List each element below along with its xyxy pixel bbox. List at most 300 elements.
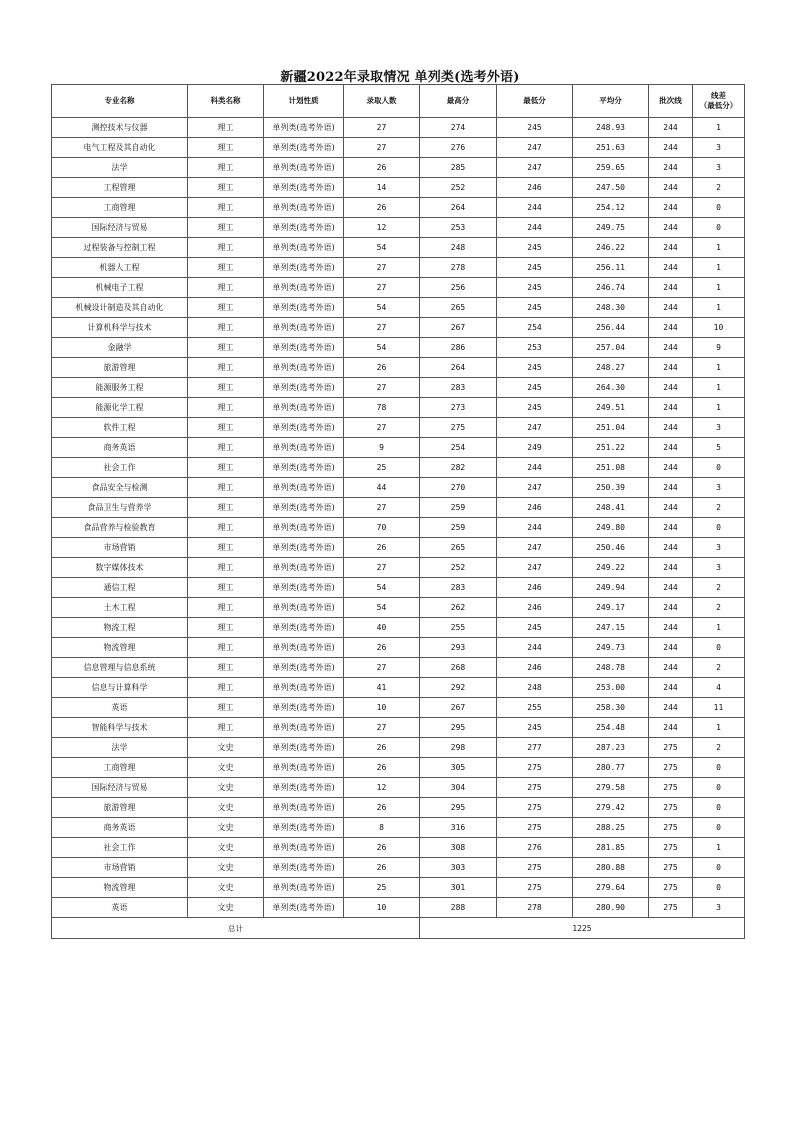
- cell-diff: 3: [693, 538, 745, 558]
- cell-diff: 0: [693, 778, 745, 798]
- cell-max: 248: [420, 238, 497, 258]
- table-row: [52, 398, 745, 418]
- cell-major: 能源服务工程: [52, 378, 188, 398]
- cell-major: 计算机科学与技术: [52, 318, 188, 338]
- table-row: [52, 178, 745, 198]
- cell-batch: 244: [649, 478, 693, 498]
- cell-plan: 单列类(选考外语): [264, 418, 344, 438]
- cell-max: 252: [420, 178, 497, 198]
- cell-batch: 244: [649, 338, 693, 358]
- cell-diff: 3: [693, 138, 745, 158]
- table-row: [52, 578, 745, 598]
- admission-table: [51, 84, 745, 939]
- cell-diff: 1: [693, 378, 745, 398]
- cell-diff: 9: [693, 338, 745, 358]
- cell-category: 理工: [188, 158, 264, 178]
- cell-plan: 单列类(选考外语): [264, 598, 344, 618]
- table-row: [52, 778, 745, 798]
- table-row: [52, 798, 745, 818]
- cell-min: 244: [497, 458, 573, 478]
- table-row: [52, 318, 745, 338]
- cell-min: 244: [497, 638, 573, 658]
- cell-min: 246: [497, 578, 573, 598]
- table-row: [52, 498, 745, 518]
- cell-admitted: 27: [344, 498, 420, 518]
- cell-avg: 247.50: [573, 178, 649, 198]
- cell-min: 244: [497, 198, 573, 218]
- cell-batch: 244: [649, 118, 693, 138]
- page-title: 新疆2022年录取情况 单列类(选考外语): [280, 70, 520, 85]
- cell-plan: 单列类(选考外语): [264, 398, 344, 418]
- cell-max: 295: [420, 798, 497, 818]
- cell-diff: 2: [693, 578, 745, 598]
- cell-diff: 3: [693, 558, 745, 578]
- cell-diff: 0: [693, 858, 745, 878]
- cell-admitted: 26: [344, 838, 420, 858]
- cell-batch: 244: [649, 218, 693, 238]
- cell-min: 245: [497, 398, 573, 418]
- cell-diff: 0: [693, 458, 745, 478]
- cell-major: 商务英语: [52, 818, 188, 838]
- cell-batch: 275: [649, 898, 693, 918]
- cell-major: 工商管理: [52, 198, 188, 218]
- cell-avg: 254.12: [573, 198, 649, 218]
- table-row: [52, 638, 745, 658]
- cell-category: 理工: [188, 438, 264, 458]
- cell-category: 理工: [188, 418, 264, 438]
- cell-major: 土木工程: [52, 598, 188, 618]
- cell-min: 276: [497, 838, 573, 858]
- cell-plan: 单列类(选考外语): [264, 358, 344, 378]
- cell-avg: 248.41: [573, 498, 649, 518]
- cell-min: 247: [497, 538, 573, 558]
- cell-avg: 264.30: [573, 378, 649, 398]
- cell-min: 245: [497, 618, 573, 638]
- cell-category: 理工: [188, 558, 264, 578]
- cell-max: 308: [420, 838, 497, 858]
- cell-diff: 2: [693, 498, 745, 518]
- col-header-plan: 计划性质: [264, 85, 344, 118]
- cell-admitted: 26: [344, 538, 420, 558]
- table-row: [52, 198, 745, 218]
- table-row: [52, 378, 745, 398]
- col-header-min: 最低分: [497, 85, 573, 118]
- cell-major: 机械设计制造及其自动化: [52, 298, 188, 318]
- table-row: [52, 418, 745, 438]
- cell-max: 286: [420, 338, 497, 358]
- cell-min: 247: [497, 418, 573, 438]
- cell-admitted: 70: [344, 518, 420, 538]
- table-row: [52, 138, 745, 158]
- cell-admitted: 27: [344, 718, 420, 738]
- cell-min: 245: [497, 358, 573, 378]
- cell-min: 275: [497, 758, 573, 778]
- cell-plan: 单列类(选考外语): [264, 298, 344, 318]
- cell-min: 277: [497, 738, 573, 758]
- cell-plan: 单列类(选考外语): [264, 498, 344, 518]
- cell-plan: 单列类(选考外语): [264, 578, 344, 598]
- cell-min: 254: [497, 318, 573, 338]
- table-row: [52, 118, 745, 138]
- cell-batch: 275: [649, 758, 693, 778]
- cell-plan: 单列类(选考外语): [264, 538, 344, 558]
- cell-max: 301: [420, 878, 497, 898]
- cell-batch: 244: [649, 718, 693, 738]
- cell-diff: 1: [693, 278, 745, 298]
- cell-batch: 244: [649, 458, 693, 478]
- cell-batch: 244: [649, 618, 693, 638]
- cell-avg: 249.51: [573, 398, 649, 418]
- cell-avg: 280.90: [573, 898, 649, 918]
- cell-category: 理工: [188, 538, 264, 558]
- cell-major: 工程管理: [52, 178, 188, 198]
- col-header-category: 科类名称: [188, 85, 264, 118]
- cell-batch: 244: [649, 518, 693, 538]
- cell-max: 264: [420, 198, 497, 218]
- table-row: [52, 698, 745, 718]
- cell-max: 278: [420, 258, 497, 278]
- cell-min: 249: [497, 438, 573, 458]
- cell-max: 262: [420, 598, 497, 618]
- cell-plan: 单列类(选考外语): [264, 618, 344, 638]
- cell-batch: 275: [649, 878, 693, 898]
- cell-admitted: 26: [344, 738, 420, 758]
- total-label: 总计: [52, 918, 420, 939]
- cell-diff: 1: [693, 358, 745, 378]
- cell-plan: 单列类(选考外语): [264, 238, 344, 258]
- cell-admitted: 25: [344, 878, 420, 898]
- cell-plan: 单列类(选考外语): [264, 218, 344, 238]
- cell-admitted: 54: [344, 578, 420, 598]
- cell-batch: 244: [649, 698, 693, 718]
- cell-batch: 244: [649, 498, 693, 518]
- cell-major: 金融学: [52, 338, 188, 358]
- cell-diff: 2: [693, 598, 745, 618]
- cell-max: 282: [420, 458, 497, 478]
- cell-max: 285: [420, 158, 497, 178]
- cell-major: 国际经济与贸易: [52, 218, 188, 238]
- cell-max: 265: [420, 298, 497, 318]
- cell-avg: 257.04: [573, 338, 649, 358]
- cell-category: 文史: [188, 898, 264, 918]
- col-header-major: 专业名称: [52, 85, 188, 118]
- cell-batch: 244: [649, 138, 693, 158]
- cell-admitted: 26: [344, 158, 420, 178]
- cell-diff: 1: [693, 718, 745, 738]
- cell-admitted: 54: [344, 338, 420, 358]
- cell-max: 293: [420, 638, 497, 658]
- table-row: [52, 818, 745, 838]
- cell-major: 市场营销: [52, 858, 188, 878]
- cell-major: 法学: [52, 738, 188, 758]
- cell-diff: 3: [693, 418, 745, 438]
- cell-plan: 单列类(选考外语): [264, 698, 344, 718]
- cell-batch: 244: [649, 638, 693, 658]
- cell-category: 文史: [188, 878, 264, 898]
- table-row: [52, 438, 745, 458]
- cell-major: 测控技术与仪器: [52, 118, 188, 138]
- cell-diff: 1: [693, 618, 745, 638]
- cell-min: 245: [497, 378, 573, 398]
- cell-min: 275: [497, 818, 573, 838]
- cell-category: 理工: [188, 478, 264, 498]
- cell-avg: 251.22: [573, 438, 649, 458]
- cell-diff: 1: [693, 258, 745, 278]
- cell-major: 物流管理: [52, 878, 188, 898]
- cell-batch: 244: [649, 418, 693, 438]
- cell-plan: 单列类(选考外语): [264, 758, 344, 778]
- cell-min: 247: [497, 138, 573, 158]
- cell-avg: 287.23: [573, 738, 649, 758]
- col-header-admitted: 录取人数: [344, 85, 420, 118]
- cell-max: 259: [420, 518, 497, 538]
- cell-category: 理工: [188, 458, 264, 478]
- cell-avg: 250.39: [573, 478, 649, 498]
- cell-category: 理工: [188, 518, 264, 538]
- table-row: [52, 458, 745, 478]
- cell-batch: 244: [649, 398, 693, 418]
- table-row: [52, 218, 745, 238]
- cell-avg: 246.74: [573, 278, 649, 298]
- cell-category: 理工: [188, 198, 264, 218]
- cell-plan: 单列类(选考外语): [264, 718, 344, 738]
- cell-category: 理工: [188, 338, 264, 358]
- cell-major: 信息管理与信息系统: [52, 658, 188, 678]
- cell-avg: 248.27: [573, 358, 649, 378]
- cell-plan: 单列类(选考外语): [264, 438, 344, 458]
- cell-major: 市场营销: [52, 538, 188, 558]
- cell-min: 245: [497, 238, 573, 258]
- cell-max: 264: [420, 358, 497, 378]
- cell-major: 机器人工程: [52, 258, 188, 278]
- cell-plan: 单列类(选考外语): [264, 518, 344, 538]
- cell-admitted: 27: [344, 138, 420, 158]
- cell-admitted: 44: [344, 478, 420, 498]
- cell-major: 过程装备与控制工程: [52, 238, 188, 258]
- cell-admitted: 54: [344, 238, 420, 258]
- cell-plan: 单列类(选考外语): [264, 318, 344, 338]
- cell-major: 法学: [52, 158, 188, 178]
- cell-min: 275: [497, 798, 573, 818]
- total-row: [52, 918, 745, 939]
- cell-batch: 244: [649, 438, 693, 458]
- cell-avg: 250.46: [573, 538, 649, 558]
- cell-plan: 单列类(选考外语): [264, 158, 344, 178]
- cell-plan: 单列类(选考外语): [264, 338, 344, 358]
- cell-category: 理工: [188, 118, 264, 138]
- cell-plan: 单列类(选考外语): [264, 678, 344, 698]
- cell-max: 276: [420, 138, 497, 158]
- cell-admitted: 10: [344, 898, 420, 918]
- cell-avg: 288.25: [573, 818, 649, 838]
- cell-admitted: 26: [344, 758, 420, 778]
- cell-batch: 244: [649, 378, 693, 398]
- cell-diff: 0: [693, 818, 745, 838]
- cell-min: 245: [497, 258, 573, 278]
- cell-diff: 2: [693, 178, 745, 198]
- cell-avg: 249.17: [573, 598, 649, 618]
- cell-major: 物流管理: [52, 638, 188, 658]
- cell-max: 273: [420, 398, 497, 418]
- cell-diff: 0: [693, 518, 745, 538]
- cell-admitted: 78: [344, 398, 420, 418]
- cell-major: 机械电子工程: [52, 278, 188, 298]
- col-header-batch: 批次线: [649, 85, 693, 118]
- cell-admitted: 40: [344, 618, 420, 638]
- cell-admitted: 12: [344, 778, 420, 798]
- cell-major: 工商管理: [52, 758, 188, 778]
- cell-batch: 244: [649, 658, 693, 678]
- col-header-avg: 平均分: [573, 85, 649, 118]
- table-row: [52, 618, 745, 638]
- cell-admitted: 41: [344, 678, 420, 698]
- table-row: [52, 478, 745, 498]
- cell-max: 275: [420, 418, 497, 438]
- cell-category: 理工: [188, 178, 264, 198]
- cell-diff: 10: [693, 318, 745, 338]
- cell-plan: 单列类(选考外语): [264, 798, 344, 818]
- cell-min: 246: [497, 598, 573, 618]
- cell-major: 信息与计算科学: [52, 678, 188, 698]
- cell-category: 理工: [188, 618, 264, 638]
- cell-min: 246: [497, 178, 573, 198]
- cell-batch: 275: [649, 738, 693, 758]
- cell-category: 文史: [188, 838, 264, 858]
- cell-min: 255: [497, 698, 573, 718]
- cell-max: 259: [420, 498, 497, 518]
- cell-category: 理工: [188, 138, 264, 158]
- cell-max: 316: [420, 818, 497, 838]
- cell-max: 254: [420, 438, 497, 458]
- table-row: [52, 898, 745, 918]
- cell-min: 245: [497, 278, 573, 298]
- cell-admitted: 27: [344, 378, 420, 398]
- table-row: [52, 358, 745, 378]
- cell-major: 智能科学与技术: [52, 718, 188, 738]
- cell-category: 理工: [188, 718, 264, 738]
- cell-admitted: 26: [344, 638, 420, 658]
- cell-plan: 单列类(选考外语): [264, 878, 344, 898]
- cell-admitted: 27: [344, 418, 420, 438]
- cell-batch: 244: [649, 278, 693, 298]
- cell-diff: 11: [693, 698, 745, 718]
- cell-category: 理工: [188, 258, 264, 278]
- cell-max: 268: [420, 658, 497, 678]
- table-row: [52, 658, 745, 678]
- cell-diff: 1: [693, 118, 745, 138]
- cell-admitted: 27: [344, 258, 420, 278]
- cell-min: 246: [497, 498, 573, 518]
- cell-category: 理工: [188, 578, 264, 598]
- cell-avg: 279.42: [573, 798, 649, 818]
- cell-diff: 0: [693, 218, 745, 238]
- cell-plan: 单列类(选考外语): [264, 738, 344, 758]
- cell-diff: 1: [693, 238, 745, 258]
- cell-category: 理工: [188, 398, 264, 418]
- cell-admitted: 12: [344, 218, 420, 238]
- cell-diff: 3: [693, 158, 745, 178]
- cell-diff: 0: [693, 758, 745, 778]
- cell-max: 267: [420, 318, 497, 338]
- cell-max: 283: [420, 578, 497, 598]
- cell-max: 267: [420, 698, 497, 718]
- cell-plan: 单列类(选考外语): [264, 838, 344, 858]
- cell-diff: 1: [693, 298, 745, 318]
- cell-max: 274: [420, 118, 497, 138]
- cell-min: 245: [497, 718, 573, 738]
- cell-major: 社会工作: [52, 838, 188, 858]
- table-row: [52, 838, 745, 858]
- cell-admitted: 27: [344, 278, 420, 298]
- table-row: [52, 538, 745, 558]
- cell-max: 304: [420, 778, 497, 798]
- cell-category: 理工: [188, 278, 264, 298]
- cell-plan: 单列类(选考外语): [264, 458, 344, 478]
- cell-avg: 256.11: [573, 258, 649, 278]
- cell-plan: 单列类(选考外语): [264, 898, 344, 918]
- cell-avg: 251.04: [573, 418, 649, 438]
- cell-major: 英语: [52, 898, 188, 918]
- cell-min: 248: [497, 678, 573, 698]
- cell-avg: 249.94: [573, 578, 649, 598]
- cell-plan: 单列类(选考外语): [264, 258, 344, 278]
- cell-min: 275: [497, 778, 573, 798]
- cell-admitted: 9: [344, 438, 420, 458]
- table-row: [52, 558, 745, 578]
- cell-max: 283: [420, 378, 497, 398]
- cell-category: 文史: [188, 758, 264, 778]
- cell-max: 295: [420, 718, 497, 738]
- cell-min: 247: [497, 158, 573, 178]
- cell-major: 数字媒体技术: [52, 558, 188, 578]
- table-row: [52, 858, 745, 878]
- cell-major: 旅游管理: [52, 358, 188, 378]
- table-header-row: [52, 85, 745, 118]
- cell-min: 247: [497, 478, 573, 498]
- cell-batch: 244: [649, 578, 693, 598]
- cell-diff: 2: [693, 658, 745, 678]
- table-row: [52, 298, 745, 318]
- cell-avg: 251.63: [573, 138, 649, 158]
- cell-plan: 单列类(选考外语): [264, 818, 344, 838]
- cell-plan: 单列类(选考外语): [264, 138, 344, 158]
- table-row: [52, 338, 745, 358]
- cell-category: 理工: [188, 678, 264, 698]
- cell-admitted: 27: [344, 118, 420, 138]
- cell-batch: 244: [649, 678, 693, 698]
- cell-diff: 2: [693, 738, 745, 758]
- cell-diff: 1: [693, 398, 745, 418]
- cell-batch: 244: [649, 258, 693, 278]
- table-row: [52, 518, 745, 538]
- cell-diff: 4: [693, 678, 745, 698]
- cell-plan: 单列类(选考外语): [264, 658, 344, 678]
- col-header-diff: 线差 （最低分）: [693, 85, 745, 118]
- cell-major: 社会工作: [52, 458, 188, 478]
- cell-admitted: 27: [344, 318, 420, 338]
- cell-plan: 单列类(选考外语): [264, 778, 344, 798]
- table-row: [52, 158, 745, 178]
- cell-category: 理工: [188, 218, 264, 238]
- cell-min: 275: [497, 858, 573, 878]
- cell-avg: 254.48: [573, 718, 649, 738]
- cell-avg: 249.80: [573, 518, 649, 538]
- cell-major: 国际经济与贸易: [52, 778, 188, 798]
- cell-avg: 249.75: [573, 218, 649, 238]
- table-row: [52, 718, 745, 738]
- cell-plan: 单列类(选考外语): [264, 558, 344, 578]
- cell-major: 能源化学工程: [52, 398, 188, 418]
